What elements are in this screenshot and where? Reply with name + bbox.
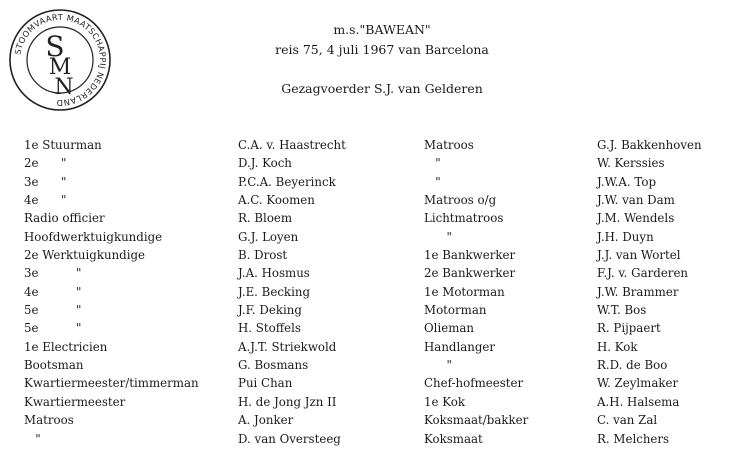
crew-name: J.A. Hosmus <box>238 266 310 281</box>
voyage-info: reis 75, 4 juli 1967 van Barcelona <box>275 42 489 57</box>
svg-text:STOOMVAART MAATSCHAPPIJ NEDERL: STOOMVAART MAATSCHAPPIJ NEDERLAND <box>12 11 109 109</box>
crew-name: P.C.A. Beyerinck <box>238 174 336 189</box>
svg-text:M: M <box>48 55 72 80</box>
crew-name: J.W.A. Top <box>597 174 657 189</box>
crew-rank: " <box>24 431 41 446</box>
crew-rank: Radio officier <box>24 211 105 226</box>
crew-rank: Matroos <box>424 138 474 152</box>
crew-rank: Kwartiermeester/timmerman <box>24 376 199 391</box>
crew-rank: " <box>424 174 441 189</box>
crew-name: J.E. Becking <box>238 284 311 299</box>
crew-name: W. Kerssies <box>597 156 665 171</box>
rank-column-right <box>424 136 528 448</box>
crew-rank: Bootsman <box>24 358 84 373</box>
crew-rank: " <box>424 156 441 171</box>
crew-rank: 1e Stuurman <box>24 138 102 152</box>
crew-rank: Lichtmatroos <box>424 211 504 226</box>
crew-name: G.J. Loyen <box>238 229 299 244</box>
crew-name: R. Pijpaert <box>597 321 661 336</box>
captain: Gezagvoerder S.J. van Gelderen <box>281 81 483 96</box>
crew-rank: Koksmaat/bakker <box>424 413 529 428</box>
crew-name: A. Jonker <box>238 413 294 428</box>
crew-name: G. Bosmans <box>238 358 309 373</box>
crew-rank: Matroos <box>24 413 74 428</box>
crew-name: C. van Zal <box>597 413 658 428</box>
crew-name: J.W. van Dam <box>597 193 675 208</box>
crew-rank: 2e " <box>24 156 67 171</box>
rank-column-left <box>24 136 199 448</box>
crew-name: F.J. v. Garderen <box>597 266 689 281</box>
crew-name: J.F. Deking <box>238 303 302 318</box>
crew-name: H. de Jong Jzn II <box>238 394 337 409</box>
crew-name: C.A. v. Haastrecht <box>238 138 346 152</box>
crew-rank: Chef-hofmeester <box>424 376 524 391</box>
crew-name: R. Bloem <box>238 211 293 226</box>
crew-name: W.T. Bos <box>597 303 647 318</box>
svg-text:N: N <box>54 75 74 100</box>
crew-rank: 4e " <box>24 284 82 299</box>
crew-rank: Koksmaat <box>424 431 483 446</box>
company-seal-logo <box>6 6 114 114</box>
crew-rank: 3e " <box>24 174 67 189</box>
crew-name: D.J. Koch <box>238 156 292 171</box>
crew-name: H. Stoffels <box>238 321 301 336</box>
crew-rank: " <box>424 229 452 244</box>
crew-name: A.C. Koomen <box>238 193 315 208</box>
crew-rank: 1e Kok <box>424 394 465 409</box>
crew-name: R.D. de Boo <box>597 358 668 373</box>
crew-rank: 2e Werktuigkundige <box>24 248 146 263</box>
crew-name: R. Melchers <box>597 431 670 446</box>
crew-rank: 3e " <box>24 266 82 281</box>
crew-rank: Motorman <box>424 303 487 318</box>
svg-text:S: S <box>45 30 65 63</box>
crew-name: J.J. van Wortel <box>597 248 681 263</box>
crew-rank: 4e " <box>24 193 67 208</box>
crew-rank: 2e Bankwerker <box>424 266 516 281</box>
crew-name: Pui Chan <box>238 376 293 391</box>
crew-name: D. van Oversteeg <box>238 431 341 446</box>
crew-rank: Matroos o/g <box>424 193 497 208</box>
crew-rank: Kwartiermeester <box>24 394 126 409</box>
crew-name: J.H. Duyn <box>597 229 654 244</box>
crew-rank: 1e Bankwerker <box>424 248 516 263</box>
crew-name: A.J.T. Striekwold <box>238 339 337 354</box>
crew-rank: Olieman <box>424 321 475 336</box>
crew-rank: 1e Electricien <box>24 339 108 354</box>
crew-name: J.M. Wendels <box>597 211 675 226</box>
crew-name: W. Zeylmaker <box>597 376 679 391</box>
name-column-right <box>597 136 702 448</box>
crew-rank: 5e " <box>24 321 82 336</box>
crew-rank: " <box>424 358 452 373</box>
crew-name: A.H. Halsema <box>597 394 680 409</box>
crew-rank: 5e " <box>24 303 82 318</box>
name-column-left <box>238 136 346 448</box>
crew-rank: Handlanger <box>424 339 496 354</box>
crew-rank: 1e Motorman <box>424 284 505 299</box>
crew-name: G.J. Bakkenhoven <box>597 138 702 152</box>
crew-rank: Hoofdwerktuigkundige <box>24 229 163 244</box>
crew-name: H. Kok <box>597 339 638 354</box>
ship-name: m.s."BAWEAN" <box>333 22 431 37</box>
crew-name: J.W. Brammer <box>597 284 679 299</box>
crew-name: B. Drost <box>238 248 288 263</box>
